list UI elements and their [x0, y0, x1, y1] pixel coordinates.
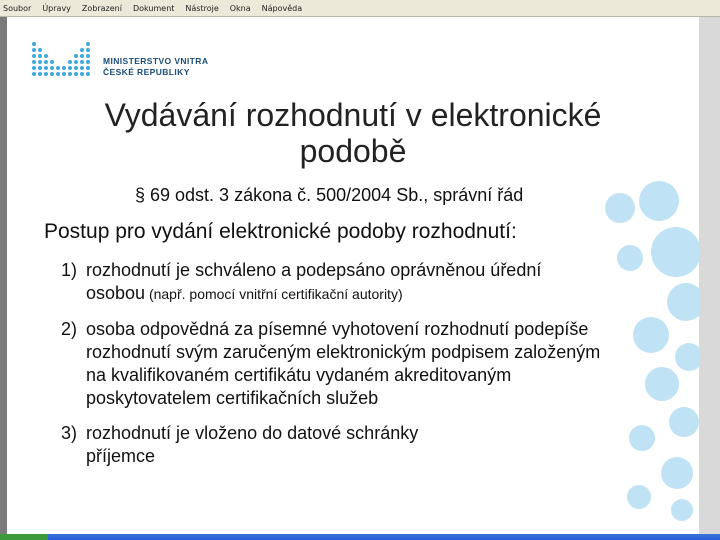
menu-soubor[interactable]: Soubor	[3, 3, 32, 13]
slide-title-line1: Vydávání rozhodnutí v elektronické	[104, 97, 602, 133]
list-item	[61, 422, 691, 468]
ministry-name-line1: MINISTERSTVO VNITRA	[103, 56, 209, 66]
ministry-name	[103, 56, 208, 78]
list-item-line: osoba odpovědná za písemné vyhotovení rozhodnutí podepíše	[86, 319, 589, 339]
list-item-text	[86, 318, 691, 410]
list-item-text-main: osobou	[86, 283, 146, 303]
document-background-right	[699, 17, 720, 534]
menu-nastroje[interactable]: Nástroje	[185, 3, 219, 13]
list-item-line: na kvalifikovaném certifikátu vydaném akreditovaným	[86, 365, 512, 385]
list-item	[61, 259, 691, 306]
menu-dokument[interactable]: Dokument	[132, 3, 175, 13]
list-item-line: rozhodnutí je vloženo do datové schránky	[86, 423, 419, 443]
start-button[interactable]	[0, 534, 48, 540]
menu-zobrazeni[interactable]: Zobrazení	[81, 3, 122, 13]
menu-bar	[0, 0, 720, 17]
list-item-note: (např. pomocí vnitřní certifikační autority)	[145, 286, 403, 302]
list-item-line: příjemce	[86, 446, 156, 466]
list-item-line: rozhodnutí svým zaručeným elektronickým podpisem založeným	[86, 342, 601, 362]
slide-subtitle: § 69 odst. 3 zákona č. 500/2004 Sb., správní řád	[135, 185, 524, 205]
menu-okna[interactable]: Okna	[229, 3, 251, 13]
ministry-logo-icon	[31, 39, 95, 81]
list-item-line: rozhodnutí je schváleno a podepsáno oprávněnou úřední	[86, 260, 542, 280]
presentation-slide	[7, 17, 699, 534]
list-item-text	[86, 422, 691, 468]
slide-title-line2: podobě	[299, 133, 407, 169]
list-item	[61, 318, 691, 410]
taskbar	[0, 534, 720, 540]
ministry-name-line2: ČESKÉ REPUBLIKY	[103, 67, 190, 77]
list-item-number: 3)	[61, 423, 78, 443]
list-item-number: 2)	[61, 319, 78, 339]
menu-napoveda[interactable]: Nápověda	[261, 3, 303, 13]
list-item-line: poskytovatelem certifikačních služeb	[86, 388, 379, 408]
list-item-text	[86, 259, 691, 306]
procedure-list	[61, 259, 691, 480]
list-item-number: 1)	[61, 260, 78, 280]
procedure-heading: Postup pro vydání elektronické podoby rozhodnutí:	[44, 220, 517, 243]
menu-upravy[interactable]: Úpravy	[42, 3, 71, 13]
document-background-left	[0, 17, 7, 534]
list-item-line	[86, 282, 691, 306]
slide-title	[7, 97, 699, 169]
